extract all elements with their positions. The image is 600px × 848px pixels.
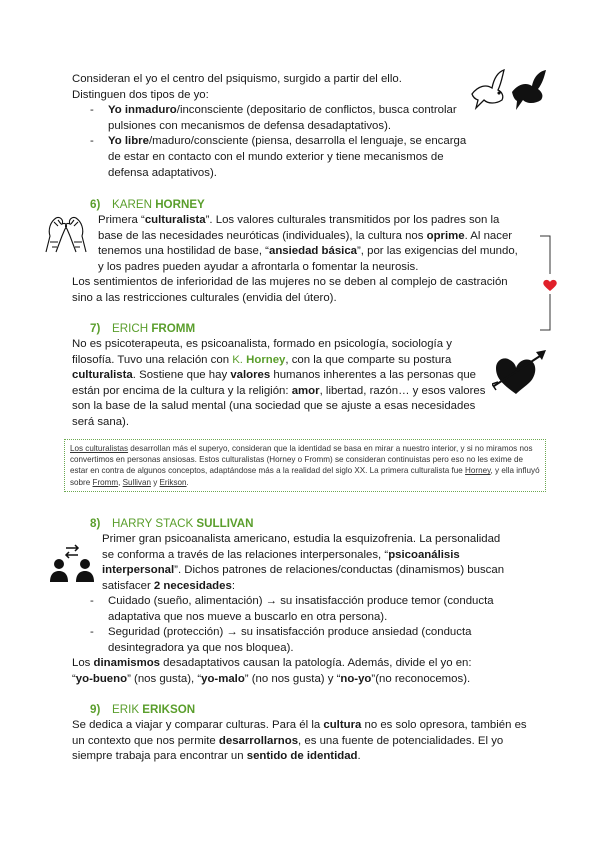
- yo-list: [90, 103, 472, 181]
- sullivan-list: [90, 594, 520, 656]
- heading-fromm: 7) ERICH FROMM: [90, 322, 196, 335]
- yo-section: [72, 72, 472, 181]
- intro-line-1: Consideran el yo el centro del psiquismo, surgido a partir del ello.: [72, 73, 402, 85]
- list-item: - Seguridad (protección) → su insatisfacción produce ansiedad (conducta desintegradora ya que nos bloquea).: [90, 625, 520, 656]
- people-exchange-icon: [48, 542, 96, 584]
- horney-body-2: Los sentimientos de inferioridad de las mujeres no se deben al complejo de castración sino a las restricciones culturales (envidia del útero).: [72, 276, 508, 304]
- intro-line-2: Distinguen dos tipos de yo:: [72, 88, 209, 101]
- list-item: - Yo inmaduro/inconsciente (depositario de conflictos, busca controlar pulsiones con mecanismos de defensa desadaptativos).: [90, 103, 472, 134]
- fromm-body: No es psicoterapeuta, es psicoanalista, formado en psicología, sociología y filosofía. Tuvo una relación con K. Horney, con la que comparte su postura culturalista. Sostiene que hay valores humanos inherentes a las personas que están por encima de la cultura y la religión: amor, libertad, razón… y esos valores son la base de la salud mental (una sociedad que se ajuste a esas necesidades será sana).: [72, 338, 486, 428]
- bracket-heart-icon: [530, 234, 558, 334]
- heading-sullivan: 8) HARRY STACK SULLIVAN: [90, 517, 254, 530]
- culturalists-note: Los culturalistas desarrollan más el superyo, consideran que la identidad se basa en mirar a nuestro interior, y si no miramos nos convertimos en personas ansiosas. Estos culturalistas (Horney o Fromm) se consideran continuistas pero eso no les exime de estar en contra de algunos conceptos, adaptándose más a la realidad del siglo XX. La primera culturalista fue Horney, y ella influyó sobre Fromm, Sullivan y Erikson.: [64, 439, 546, 492]
- list-item: - Cuidado (sueño, alimentación) → su insatisfacción produce temor (conducta adaptativa que nos mueve a buscarlo en otra persona).: [90, 594, 520, 625]
- horney-body: Primera “culturalista”. Los valores culturales transmitidos por los padres son la base de las necesidades neuróticas (individuales), la cultura nos oprime. Al nacer tenemos una hostilidad de base, “ansiedad básica”, por las exigencias del mundo, y los padres pueden ayudar a afrontarla o fomentar la neurosis.: [98, 214, 518, 273]
- sullivan-body-2: Los dinamismos desadaptativos causan la patología. Además, divide el yo en: “yo-bueno” (nos gusta), “yo-malo” (no nos gusta) y “no-yo”(no reconocemos).: [72, 657, 472, 685]
- erikson-body: Se dedica a viajar y comparar culturas. Para él la cultura no es solo opresora, también es un contexto que nos permite desarrollarnos, es una fuente de potencialidades. El yo siempre trabaja para encontrar un sentido de identidad.: [72, 719, 527, 763]
- doves-icon: [468, 68, 550, 114]
- heart-arrow-icon: [492, 348, 548, 398]
- heading-erikson: 9) ERIK ERIKSON: [90, 703, 196, 716]
- sullivan-body: Primer gran psicoanalista americano, estudia la esquizofrenia. La personalidad se conforma a través de las relaciones interpersonales, “psicoanálisis interpersonal”. Dichos patrones de relaciones/conductas (dinamismos) buscan satisfacer 2 necesidades:: [102, 533, 505, 592]
- list-item: - Yo libre/maduro/consciente (piensa, desarrolla el lenguaje, se encarga de estar en contacto con el mundo exterior y tiene mecanismos de defensa adaptativos).: [90, 134, 472, 181]
- heading-horney: 6) KAREN HORNEY: [90, 198, 205, 211]
- hands-icon: [40, 212, 92, 254]
